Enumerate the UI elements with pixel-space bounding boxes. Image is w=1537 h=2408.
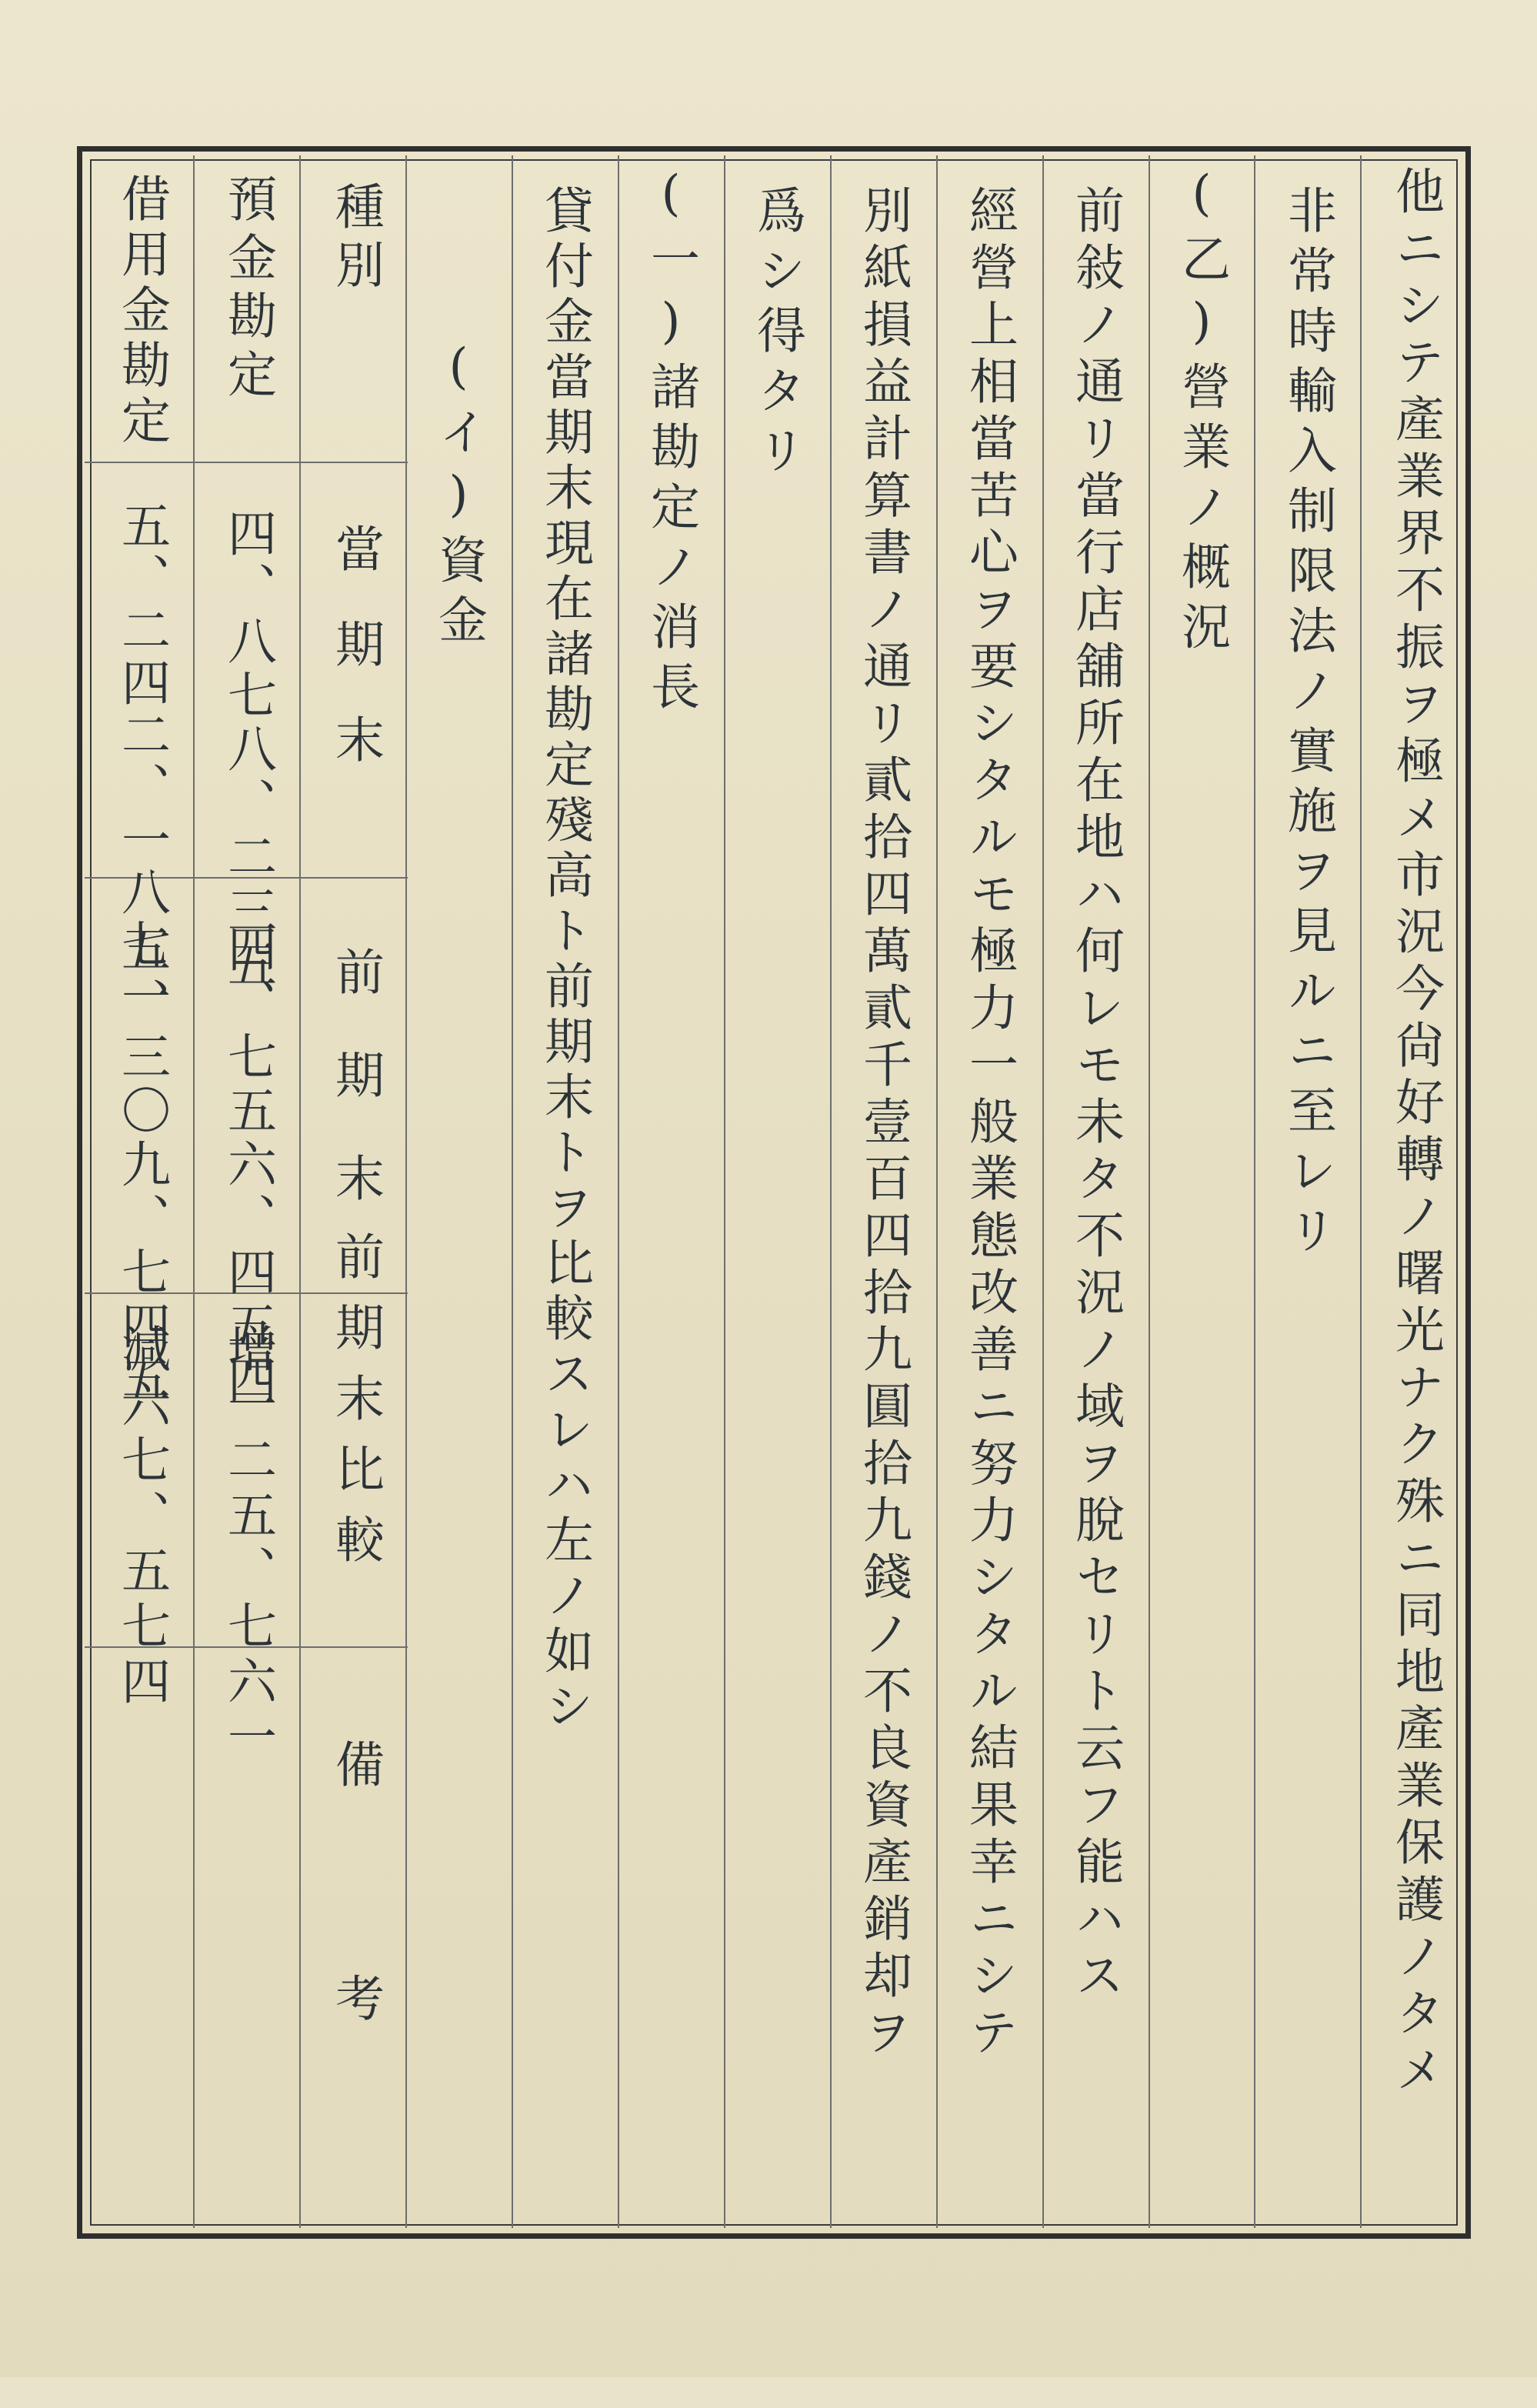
text-line-6: 別紙損益計算書ノ通リ貳拾四萬貳千壹百四拾九圓拾九錢ノ不良資產銷却ヲ [855,185,912,2063]
table-header-category: 種別 [327,181,384,298]
table-row-borrowings-previous: 五、三〇九、七四五 [113,923,170,1408]
column-rule [299,155,301,2228]
table-row-deposits-name: 預金勘定 [219,173,276,407]
text-line-4: 前敍ノ通リ當行店舖所在地ハ何レモ未タ不況ノ域ヲ脫セリト云フ能ハス [1067,185,1124,2006]
column-rule [936,155,938,2228]
text-line-2: 非常時輸入制限法ノ實施ヲ見ルニ至レリ [1279,185,1336,1265]
table-header-previous: 前期末 [327,946,384,1256]
table-rule [85,462,408,463]
table-row-deposits-previous: 四、七五六、四五四 [219,923,276,1408]
column-rule [512,155,513,2228]
table-row-borrowings-current: 五、二四二、一八七一 [113,500,170,1023]
table-row-borrowings-change: 減六七、五七四 [113,1323,170,1711]
table-header-remarks: 備考 [327,1739,384,2206]
column-rule [1042,155,1044,2228]
column-rule [618,155,619,2228]
text-line-9: 貸付金當期末現在諸勘定殘高ト前期末トヲ比較スレハ左ノ如シ [536,185,593,1736]
column-rule [405,155,407,2228]
column-rule [724,155,725,2228]
column-rule [1360,155,1362,2228]
column-rule [1149,155,1150,2228]
table-header-comparison: 前期末比較 [327,1231,384,1585]
column-rule [193,155,195,2228]
text-line-10-heading: (イ)資金 [430,339,487,654]
column-rule [1254,155,1255,2228]
text-line-7: 爲シ得タリ [748,185,805,485]
table-header-current: 當期末 [327,523,384,809]
table-row-deposits-current: 四、八七八、二三五 [219,508,276,992]
table-row-deposits-change: 增一二五、七六一 [219,1323,276,1766]
text-line-1: 他ニシテ產業界不振ヲ極メ市況今尙好轉ノ曙光ナク殊ニ同地產業保護ノタメ [1387,165,1444,2101]
column-rule [830,155,832,2228]
text-line-8-heading: (一)諸勘定ノ消長 [642,165,699,721]
text-line-3-heading: (乙)營業ノ概況 [1173,165,1230,661]
text-line-5: 經營上相當苦心ヲ要シタルモ極力一般業態改善ニ努力シタル結果幸ニシテ [961,185,1018,2063]
table-row-borrowings-name: 借用金勘定 [113,173,170,450]
